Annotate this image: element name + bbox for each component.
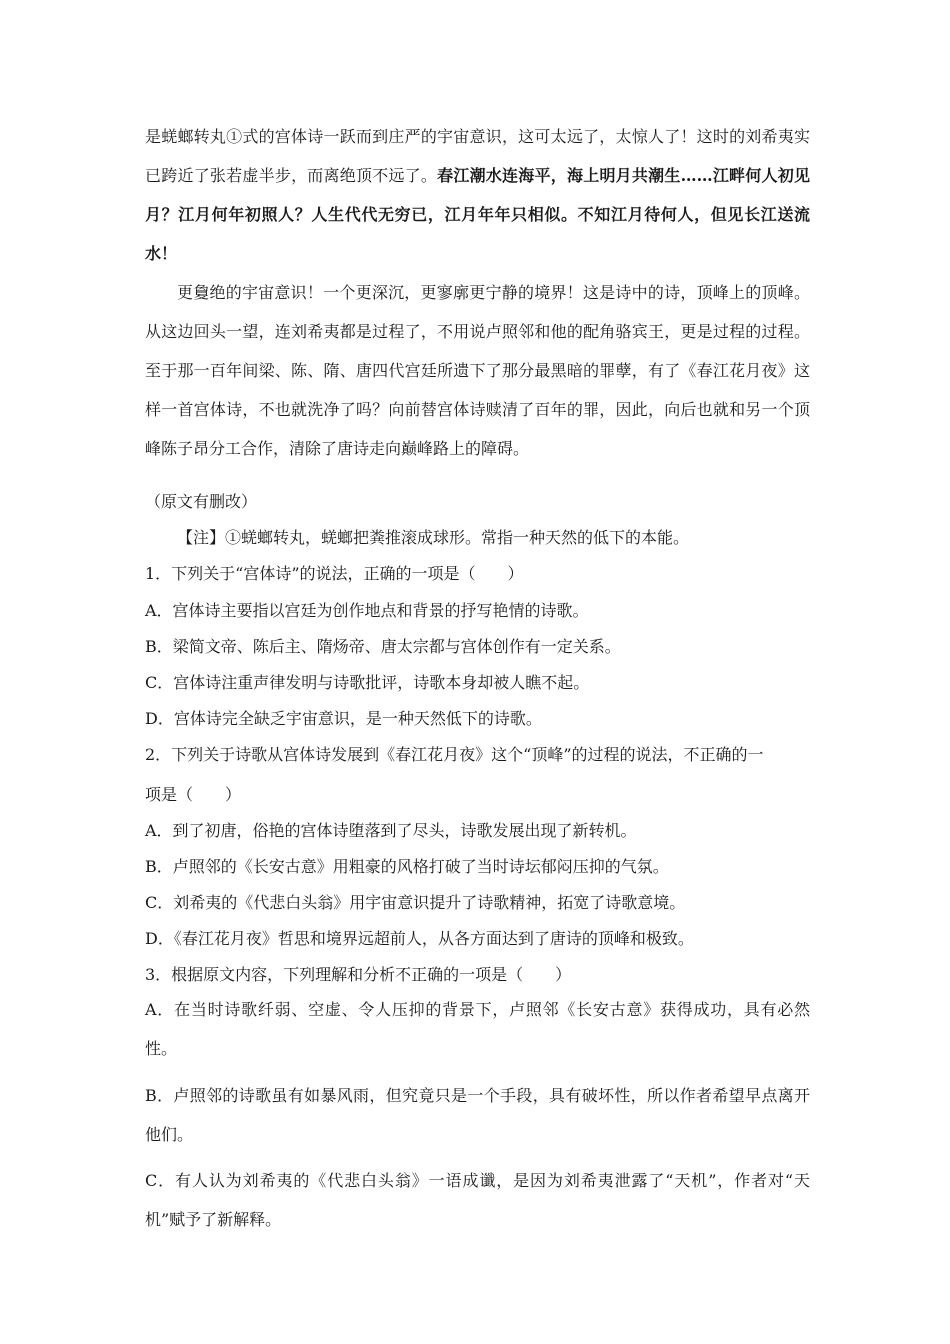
question-1-stem: 1．下列关于“宫体诗”的说法，正确的一项是（ ） [145,564,524,583]
question-2-option-d: D．《春江花月夜》哲思和境界远超前人，从各方面达到了唐诗的顶峰和极致。 [145,929,694,948]
passage-text: 是蜣螂转丸①式的宫体诗一跃而到庄严的宇宙意识，这可太远了，太惊人了！这时的刘希夷实已跨近了张若虚半步，而离绝顶不远了。 [145,127,810,185]
question-2-option-c: C．刘希夷的《代悲白头翁》用宇宙意识提升了诗歌精神，拓宽了诗歌意境。 [145,893,686,912]
footnote [145,527,815,549]
passage-paragraph-1 [145,117,810,273]
question-1-option-c: C．宫体诗注重声律发明与诗歌批评，诗歌本身却被人瞧不起。 [145,673,590,692]
question-1-option-a: A．宫体诗主要指以宫廷为创作地点和背景的抒写艳情的诗歌。 [145,601,589,620]
question-2-stem-line-1: 2．下列关于诗歌从宫体诗发展到《春江花月夜》这个“顶峰”的过程的说法，不正确的一 [145,745,764,764]
question-2-option-a: A．到了初唐，俗艳的宫体诗堕落到了尽头，诗歌发展出现了新转机。 [145,821,637,840]
question-3-stem: 3．根据原文内容，下列理解和分析不正确的一项是（ ） [145,965,572,984]
quoted-poem-lines: 春江潮水连海平，海上明月共潮生……江畔何人初见月？江月何年初照人？人生代代无穷已，江月年年只相似。不知江月待何人，但见长江送流水！ [145,166,810,263]
question-1-option-b: B．梁简文帝、陈后主、隋炀帝、唐太宗都与宫体创作有一定关系。 [145,637,621,656]
question-2-option-b: B．卢照邻的《长安古意》用粗豪的风格打破了当时诗坛郁闷压抑的气氛。 [145,857,669,876]
question-3-option-c: C．有人认为刘希夷的《代悲白头翁》一语成谶，是因为刘希夷泄露了“天机”，作者对“天机”赋予了新解释。 [145,1171,810,1229]
question-3-option-a: A．在当时诗歌纤弱、空虚、令人压抑的背景下，卢照邻《长安古意》获得成功，具有必然性。 [145,1000,810,1058]
question-2-stem-line-2: 项是（ ） [145,785,242,804]
question-1-option-d: D．宫体诗完全缺乏宇宙意识，是一种天然低下的诗歌。 [145,709,542,728]
passage-paragraph-2: 更敻绝的宇宙意识！一个更深沉，更寥廓更宁静的境界！这是诗中的诗，顶峰上的顶峰。从这边回头一望，连刘希夷都是过程了，不用说卢照邻和他的配角骆宾王，更是过程的过程。至于那一百年间梁、陈、隋、唐四代宫廷所遗下了那分最黑暗的罪孽，有了《春江花月夜》这样一首宫体诗，不也就洗净了吗？向前替宫体诗赎清了百年的罪，因此，向后也就和另一个顶峰陈子昂分工合作，清除了唐诗走向巅峰路上的障碍。 [145,283,810,458]
question-3-option-b: B．卢照邻的诗歌虽有如暴风雨，但究竟只是一个手段，具有破坏性，所以作者希望早点离开他们。 [145,1086,810,1144]
footnote-label: 【注】 [177,528,226,547]
source-note: （原文有删改） [145,492,258,511]
footnote-text: ①蜣螂转丸，蜣螂把粪推滚成球形。常指一种天然的低下的本能。 [225,528,690,547]
